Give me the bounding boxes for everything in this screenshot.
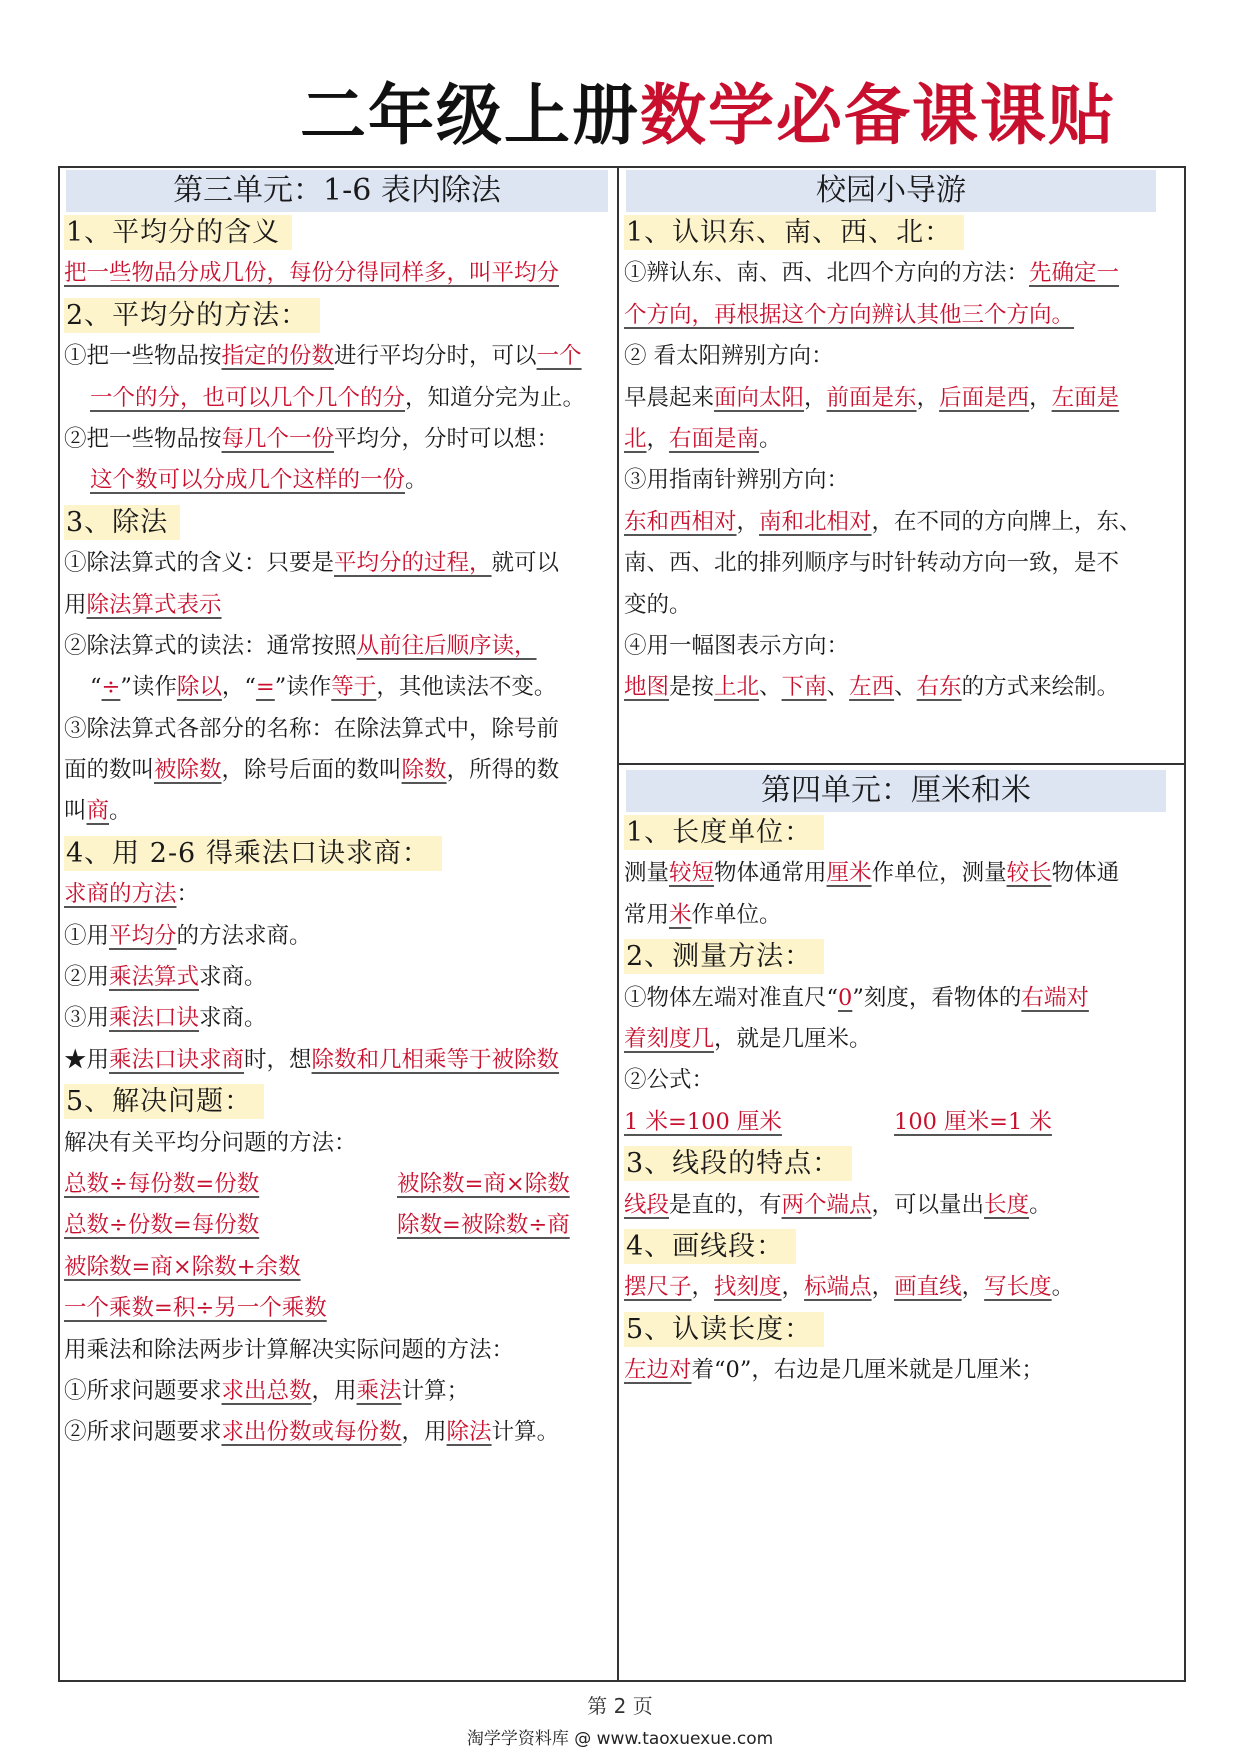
text-run: 的方式来绘制。 [961, 674, 1120, 701]
text-run: 4、画线段： [626, 1230, 785, 1262]
text-line [624, 419, 1180, 460]
text-run: ①用 [64, 922, 110, 949]
heading-highlight [64, 836, 442, 871]
section-heading [624, 812, 1180, 853]
text-run: 求商。 [199, 964, 267, 991]
text-run: ②公式： [624, 1067, 715, 1094]
text-run: 物体通常用 [714, 860, 827, 887]
key-term: 画直线 [894, 1274, 962, 1301]
section-heading [624, 212, 1180, 253]
text-line [624, 978, 1180, 1019]
text-run: 、 [826, 674, 850, 701]
text-line [64, 750, 612, 791]
text-line [624, 460, 1180, 501]
text-run: 1、平均分的含义 [66, 217, 281, 248]
unit-4-section [624, 770, 1180, 1391]
key-term: 较短 [669, 860, 715, 887]
text-run: 进行平均分时，可以 [334, 343, 537, 370]
key-term: 右端对 [1021, 984, 1089, 1011]
key-term: 线段 [624, 1191, 670, 1218]
text-run: ④用一幅图表示方向： [624, 632, 850, 659]
text-run: ”读作 [274, 674, 332, 701]
formula-left [64, 1212, 259, 1238]
section-heading [624, 1226, 1180, 1267]
formula-row [624, 1102, 1180, 1143]
unit-title: 第三单元：1-6 表内除法 [66, 170, 608, 212]
text-run: 。 [1029, 1191, 1052, 1218]
key-term: 平均分的过程， [334, 550, 492, 577]
unit-title: 校园小导游 [626, 170, 1156, 212]
column-divider [617, 166, 619, 1682]
key-term: 每几个一份 [221, 425, 335, 452]
text-line [624, 667, 1180, 708]
key-term: 除数 [401, 757, 447, 784]
key-term: 摆尺子 [624, 1274, 692, 1301]
text-run: 用 [64, 591, 87, 618]
text-line [624, 295, 1180, 336]
formula-right [397, 1205, 570, 1246]
key-term: 左面是 [1051, 384, 1120, 411]
text-run: 5、解决问题： [66, 1086, 253, 1118]
key-term: 乘法算式 [109, 964, 200, 991]
campus-guide-section [624, 170, 1180, 709]
section-heading [64, 502, 612, 543]
text-line [64, 626, 612, 667]
key-term: 右东 [916, 674, 962, 701]
key-term: 个方向，再根据这个方向辨认其他三个方向。 [624, 301, 1075, 328]
key-term: 南和北相对 [759, 508, 872, 535]
key-term: 求出份数或每份数 [221, 1419, 402, 1446]
text-run: 、 [759, 674, 782, 701]
text-run: ， [916, 384, 940, 411]
key-term: 两个端点 [781, 1191, 872, 1218]
text-run: 叫 [64, 798, 87, 825]
key-term: 这个数可以分成几个这样的一份 [90, 467, 406, 494]
text-line [624, 1185, 1180, 1226]
text-line [64, 253, 612, 294]
section-heading [624, 1309, 1180, 1350]
key-term: 求出总数 [221, 1377, 312, 1404]
text-run: ，知道分完为止。 [405, 384, 586, 411]
page-title [300, 62, 1200, 152]
text-line [624, 378, 1180, 419]
key-term: ÷ [101, 674, 121, 701]
key-term: 写长度 [984, 1274, 1052, 1301]
key-term: 长度 [984, 1191, 1030, 1218]
text-line [64, 1371, 612, 1412]
text-run: 2、平均分的方法： [66, 299, 309, 331]
text-line [624, 1060, 1180, 1101]
text-run: ”读作 [120, 674, 177, 701]
formula-left [64, 1171, 259, 1197]
section-heading [64, 1081, 612, 1122]
key-term: 标端点 [804, 1274, 872, 1301]
text-run: “ [90, 674, 102, 701]
section-divider [619, 763, 1186, 765]
text-run: ，就是几厘米。 [714, 1025, 872, 1052]
heading-highlight [624, 1229, 796, 1264]
key-term: 找刻度 [714, 1274, 782, 1301]
key-term: 被除数=商×除数 [397, 1170, 570, 1197]
formula-left [624, 1109, 782, 1135]
key-term: 前面是东 [826, 384, 917, 411]
text-run: ， [736, 508, 760, 535]
key-term: 着刻度几 [624, 1025, 715, 1052]
site-credit: 淘学学资料库 @ www.taoxuexue.com [466, 1729, 774, 1749]
section-heading [64, 833, 612, 874]
text-run: ， [781, 1274, 805, 1301]
text-run: ”刻度，看物体的 [852, 984, 1022, 1011]
text-run: ②用 [64, 964, 110, 991]
text-run: 3、线段的特点： [626, 1148, 841, 1180]
text-run: 着“0”，右边是几厘米就是几厘米； [691, 1357, 1044, 1384]
key-term: 除法 [446, 1419, 492, 1446]
text-run: 计算。 [491, 1419, 560, 1446]
key-term: 商 [86, 798, 110, 825]
key-term: 除数=被除数÷商 [397, 1212, 570, 1239]
text-run: 2、测量方法： [626, 941, 813, 973]
heading-highlight [64, 505, 180, 540]
formula-right [894, 1102, 1052, 1143]
section-heading [64, 295, 612, 336]
text-run: 。 [759, 425, 782, 452]
text-run: ③用指南针辨别方向： [624, 467, 850, 494]
text-run: 作单位，测量 [871, 860, 1007, 887]
section-heading [624, 1143, 1180, 1184]
text-run: 5、认读长度： [626, 1313, 813, 1345]
text-line [64, 378, 612, 419]
key-term: 北 [624, 425, 647, 452]
text-run: ， [691, 1274, 715, 1301]
text-run: ①除法算式的含义：只要是 [64, 550, 335, 577]
text-run: ①辨认东、南、西、北四个方向的方法： [624, 260, 1030, 287]
key-term: 地图 [624, 674, 670, 701]
text-run: ， [1029, 384, 1052, 411]
key-term: 求商的方法 [64, 881, 177, 908]
section-heading [64, 212, 612, 253]
text-line [64, 336, 612, 377]
key-term: 厘米 [826, 860, 872, 887]
text-run: ★用 [64, 1046, 110, 1073]
text-line [64, 1247, 612, 1288]
page-number: 第 2 页 [587, 1694, 653, 1718]
text-run: 变的。 [624, 591, 692, 618]
heading-highlight [624, 215, 964, 250]
text-run: ，可以量出 [871, 1191, 985, 1218]
text-run: ， [646, 425, 670, 452]
key-term: 乘法口诀 [109, 1005, 200, 1032]
text-run: ， [871, 1274, 895, 1301]
text-run: ①物体左端对准直尺“ [624, 984, 839, 1011]
key-term: 除数和几相乘等于被除数 [311, 1046, 560, 1073]
text-run: ，其他读法不变。 [376, 674, 557, 701]
formula-row [64, 1164, 612, 1205]
text-run: 时，想 [244, 1046, 312, 1073]
text-line [64, 916, 612, 957]
text-run: ： [176, 881, 200, 908]
key-term: 左西 [849, 674, 895, 701]
heading-highlight [64, 1084, 264, 1119]
text-run: 作单位。 [691, 901, 782, 928]
text-run: ③除法算式各部分的名称：在除法算式中，除号前 [64, 715, 560, 742]
text-line [624, 1350, 1180, 1391]
text-line [64, 957, 612, 998]
heading-highlight [64, 215, 292, 250]
text-run: ，“ [221, 674, 256, 701]
text-run: 。 [1051, 1274, 1075, 1301]
text-run: 计算； [401, 1377, 470, 1404]
text-run: 。 [109, 798, 132, 825]
text-line [64, 1123, 612, 1164]
text-run: 是按 [669, 674, 715, 701]
heading-highlight [64, 298, 320, 333]
formula-row [64, 1205, 612, 1246]
text-run: ③用 [64, 1005, 110, 1032]
text-run: 测量 [624, 860, 670, 887]
key-term: 较长 [1006, 860, 1052, 887]
key-term: 面向太阳 [714, 384, 805, 411]
key-term: 指定的份数 [221, 343, 335, 370]
key-term: 除以 [176, 674, 222, 701]
text-run: 。 [405, 467, 428, 494]
title-red: 数学必备课课贴 [640, 77, 1116, 154]
key-term: 100 厘米=1 米 [894, 1108, 1052, 1135]
text-run: ②所求问题要求 [64, 1419, 222, 1446]
text-run: 用乘法和除法两步计算解决实际问题的方法： [64, 1336, 515, 1363]
text-run: ，除号后面的数叫 [221, 757, 402, 784]
text-line [64, 585, 612, 626]
section-body [624, 812, 1180, 1391]
text-run: ②除法算式的读法：通常按照 [64, 632, 357, 659]
section-body [64, 212, 612, 1454]
key-term: 把一些物品分成几份，每份分得同样多，叫平均分 [64, 260, 560, 287]
text-line [624, 585, 1180, 626]
key-term: = [255, 674, 275, 701]
heading-highlight [624, 939, 824, 974]
key-term: 先确定一 [1029, 260, 1120, 287]
text-run: 1、认识东、南、西、北： [626, 217, 953, 248]
key-term: 上北 [714, 674, 760, 701]
key-term: 米 [669, 901, 692, 928]
heading-highlight [624, 1146, 852, 1181]
text-run: 面的数叫 [64, 757, 155, 784]
key-term: 一个 [536, 343, 582, 370]
text-run: ，在不同的方向牌上，东、 [871, 508, 1142, 535]
key-term: 被除数 [154, 757, 222, 784]
key-term: 被除数=商×除数+余数 [64, 1253, 301, 1280]
key-term: 一个的分，也可以几个几个的分 [90, 384, 406, 411]
title-black: 二年级上册 [300, 77, 640, 154]
text-run: ， [961, 1274, 985, 1301]
text-run: 1、长度单位： [626, 817, 813, 848]
text-line [64, 998, 612, 1039]
key-term: 乘法口诀求商 [109, 1046, 245, 1073]
text-line [624, 253, 1180, 294]
text-run: 物体通 [1051, 860, 1120, 887]
text-line [624, 853, 1180, 894]
text-line [624, 626, 1180, 667]
key-term: 1 米=100 厘米 [624, 1108, 782, 1135]
formula-right [397, 1164, 570, 1205]
heading-highlight [624, 1312, 824, 1347]
text-run: 4、用 2-6 得乘法口诀求商： [66, 837, 430, 869]
text-run: 求商。 [199, 1005, 267, 1032]
text-run: 、 [894, 674, 917, 701]
section-heading [624, 936, 1180, 977]
key-term: 平均分 [109, 922, 177, 949]
key-term: 从前往后顺序读， [356, 632, 537, 659]
text-line [624, 336, 1180, 377]
text-run: ，用 [311, 1377, 357, 1404]
text-run: ② 看太阳辨别方向： [624, 343, 834, 370]
text-run: 早晨起来 [624, 384, 715, 411]
text-line [64, 1330, 612, 1371]
key-term: 总数÷份数=每份数 [64, 1212, 260, 1239]
text-run: 南、西、北的排列顺序与时针转动方向一致，是不 [624, 550, 1120, 577]
section-body [624, 212, 1180, 709]
text-line [624, 895, 1180, 936]
text-line [64, 874, 612, 915]
key-term: 右面是南 [669, 425, 760, 452]
heading-highlight [624, 815, 824, 850]
key-term: 下南 [781, 674, 827, 701]
text-run: 3、除法 [66, 506, 169, 538]
text-run: 就可以 [491, 550, 560, 577]
key-term: 乘法 [356, 1377, 402, 1404]
key-term: 除法算式表示 [86, 591, 222, 618]
text-line [64, 1288, 612, 1329]
text-run: 平均分，分时可以想： [334, 425, 560, 452]
unit-title: 第四单元：厘米和米 [626, 770, 1166, 812]
text-run: ，所得的数 [446, 757, 560, 784]
text-line [64, 419, 612, 460]
text-run: ②把一些物品按 [64, 425, 222, 452]
text-line [624, 1019, 1180, 1060]
key-term: 左边对 [624, 1357, 692, 1384]
text-run: ， [804, 384, 827, 411]
text-line [64, 1412, 612, 1453]
text-run: ，用 [401, 1419, 447, 1446]
text-line [64, 791, 612, 832]
text-line [624, 502, 1180, 543]
text-line [64, 709, 612, 750]
text-line [64, 1040, 612, 1081]
key-term: 一个乘数=积÷另一个乘数 [64, 1295, 327, 1322]
text-line [64, 460, 612, 501]
text-run: 常用 [624, 901, 670, 928]
key-term: 东和西相对 [624, 508, 737, 535]
unit-3-section [64, 170, 612, 1454]
text-line [624, 1267, 1180, 1308]
text-line [64, 667, 612, 708]
text-run: 解决有关平均分问题的方法： [64, 1129, 357, 1156]
text-run: 是直的，有 [669, 1191, 782, 1218]
text-line [624, 543, 1180, 584]
text-run: 的方法求商。 [176, 922, 312, 949]
text-run: ①所求问题要求 [64, 1377, 222, 1404]
key-term: 0 [838, 984, 853, 1011]
key-term: 总数÷每份数=份数 [64, 1170, 260, 1197]
text-line [64, 543, 612, 584]
text-run: ①把一些物品按 [64, 343, 222, 370]
key-term: 后面是西 [939, 384, 1030, 411]
key-term: 等于 [331, 674, 377, 701]
